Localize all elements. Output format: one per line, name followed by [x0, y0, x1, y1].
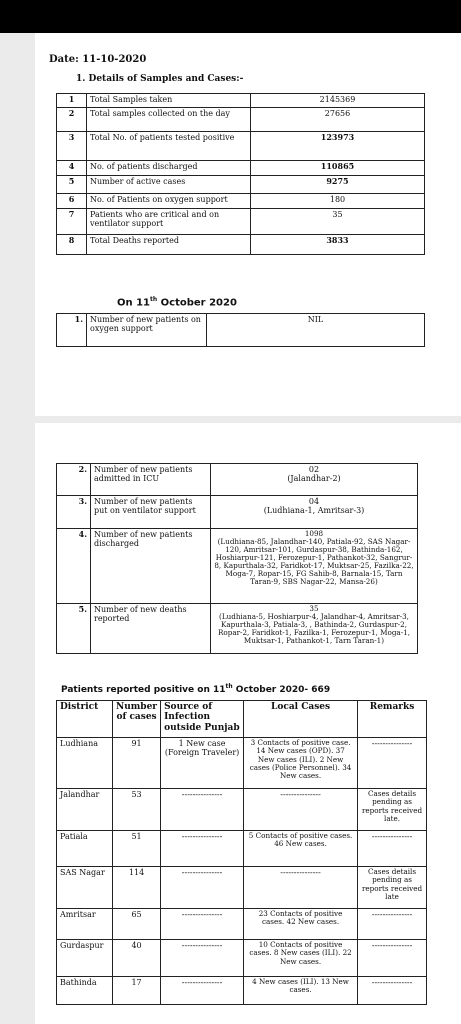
positive-heading: Patients reported positive on 11th October 2020- 669	[61, 683, 331, 695]
document-page-1	[35, 33, 461, 416]
table-row: 1 Total Samples taken 2145369	[57, 94, 425, 108]
table-row: Jalandhar 53 --------------- --------------- Cases details pending as reports received late.	[57, 789, 427, 831]
table-row: 5 Number of active cases 9275	[57, 176, 425, 194]
table-row: 7 Patients who are critical and on ventilator support 35	[57, 209, 425, 235]
samples-table	[56, 93, 425, 255]
table-row: 4 No. of patients discharged 110865	[57, 161, 425, 176]
table-header-row: District Number of cases Source of Infection outside Punjab Local Cases Remarks	[57, 701, 427, 738]
table-row: 1. Number of new patients on oxygen support NIL	[57, 314, 425, 347]
table-row: 6 No. of Patients on oxygen support 180	[57, 194, 425, 209]
table-row: 3 Total No. of patients tested positive 123973	[57, 132, 425, 161]
on-date-heading: On 11th October 2020	[117, 296, 237, 309]
table-row: 2. Number of new patients admitted in ICU 02 (Jalandhar-2)	[57, 464, 418, 496]
table-row: 5. Number of new deaths reported 35 (Ludhiana-5, Hoshiarpur-4, Jalandhar-4, Amritsar-3, Kapurthala-3, Patiala-3, , Bathinda-2, Gurdaspur-2, Ropar-2, Faridkot-1, Fazilka-1, Ferozepur-1, Moga-1, Muktsar-1, Pathankot-1, Tarn Taran-1)	[57, 604, 418, 654]
table-row: 4. Number of new patients discharged 1098 (Ludhiana-85, Jalandhar-140, Patiala-92, SAS Nagar-120, Amritsar-101, Gurdaspur-38, Bathinda-162, Hoshiarpur-121, Ferozepur-1, Pathankot-32, Sangrur-8, Kapurthala-32, Faridkot-17, Muktsar-25, Fazilka-22, Moga-7, Ropar-15, FG Sahib-8, Barnala-15, Tarn Taran-9, SBS Nagar-22, Mansa-26)	[57, 529, 418, 604]
district-table	[56, 700, 427, 1005]
daily-table-1	[56, 313, 425, 347]
table-row: 2 Total samples collected on the day 27656	[57, 108, 425, 132]
top-black-bar	[0, 0, 461, 33]
table-row: Ludhiana 91 1 New case (Foreign Traveler) 3 Contacts of positive case. 14 New cases (OPD). 37 New cases (ILI). 2 New cases (Police Personnel). 34 New cases. ---------------	[57, 738, 427, 789]
table-row: Patiala 51 --------------- 5 Contacts of positive cases. 46 New cases. ---------------	[57, 831, 427, 867]
table-row: Amritsar 65 --------------- 23 Contacts of positive cases. 42 New cases. ---------------	[57, 909, 427, 940]
table-row: Gurdaspur 40 --------------- 10 Contacts of positive cases. 8 New cases (ILI). 22 New cases. ---------------	[57, 940, 427, 977]
table-row: Bathinda 17 --------------- 4 New cases (ILI). 13 New cases. ---------------	[57, 977, 427, 1005]
table-row: SAS Nagar 114 --------------- --------------- Cases details pending as reports received late	[57, 867, 427, 909]
daily-table-2	[56, 463, 418, 654]
section-1-title: 1. Details of Samples and Cases:-	[76, 74, 244, 84]
table-row: 8 Total Deaths reported 3833	[57, 235, 425, 255]
document-page-2	[35, 423, 461, 1024]
report-date: Date: 11-10-2020	[49, 54, 147, 65]
table-row: 3. Number of new patients put on ventilator support 04 (Ludhiana-1, Amritsar-3)	[57, 496, 418, 529]
